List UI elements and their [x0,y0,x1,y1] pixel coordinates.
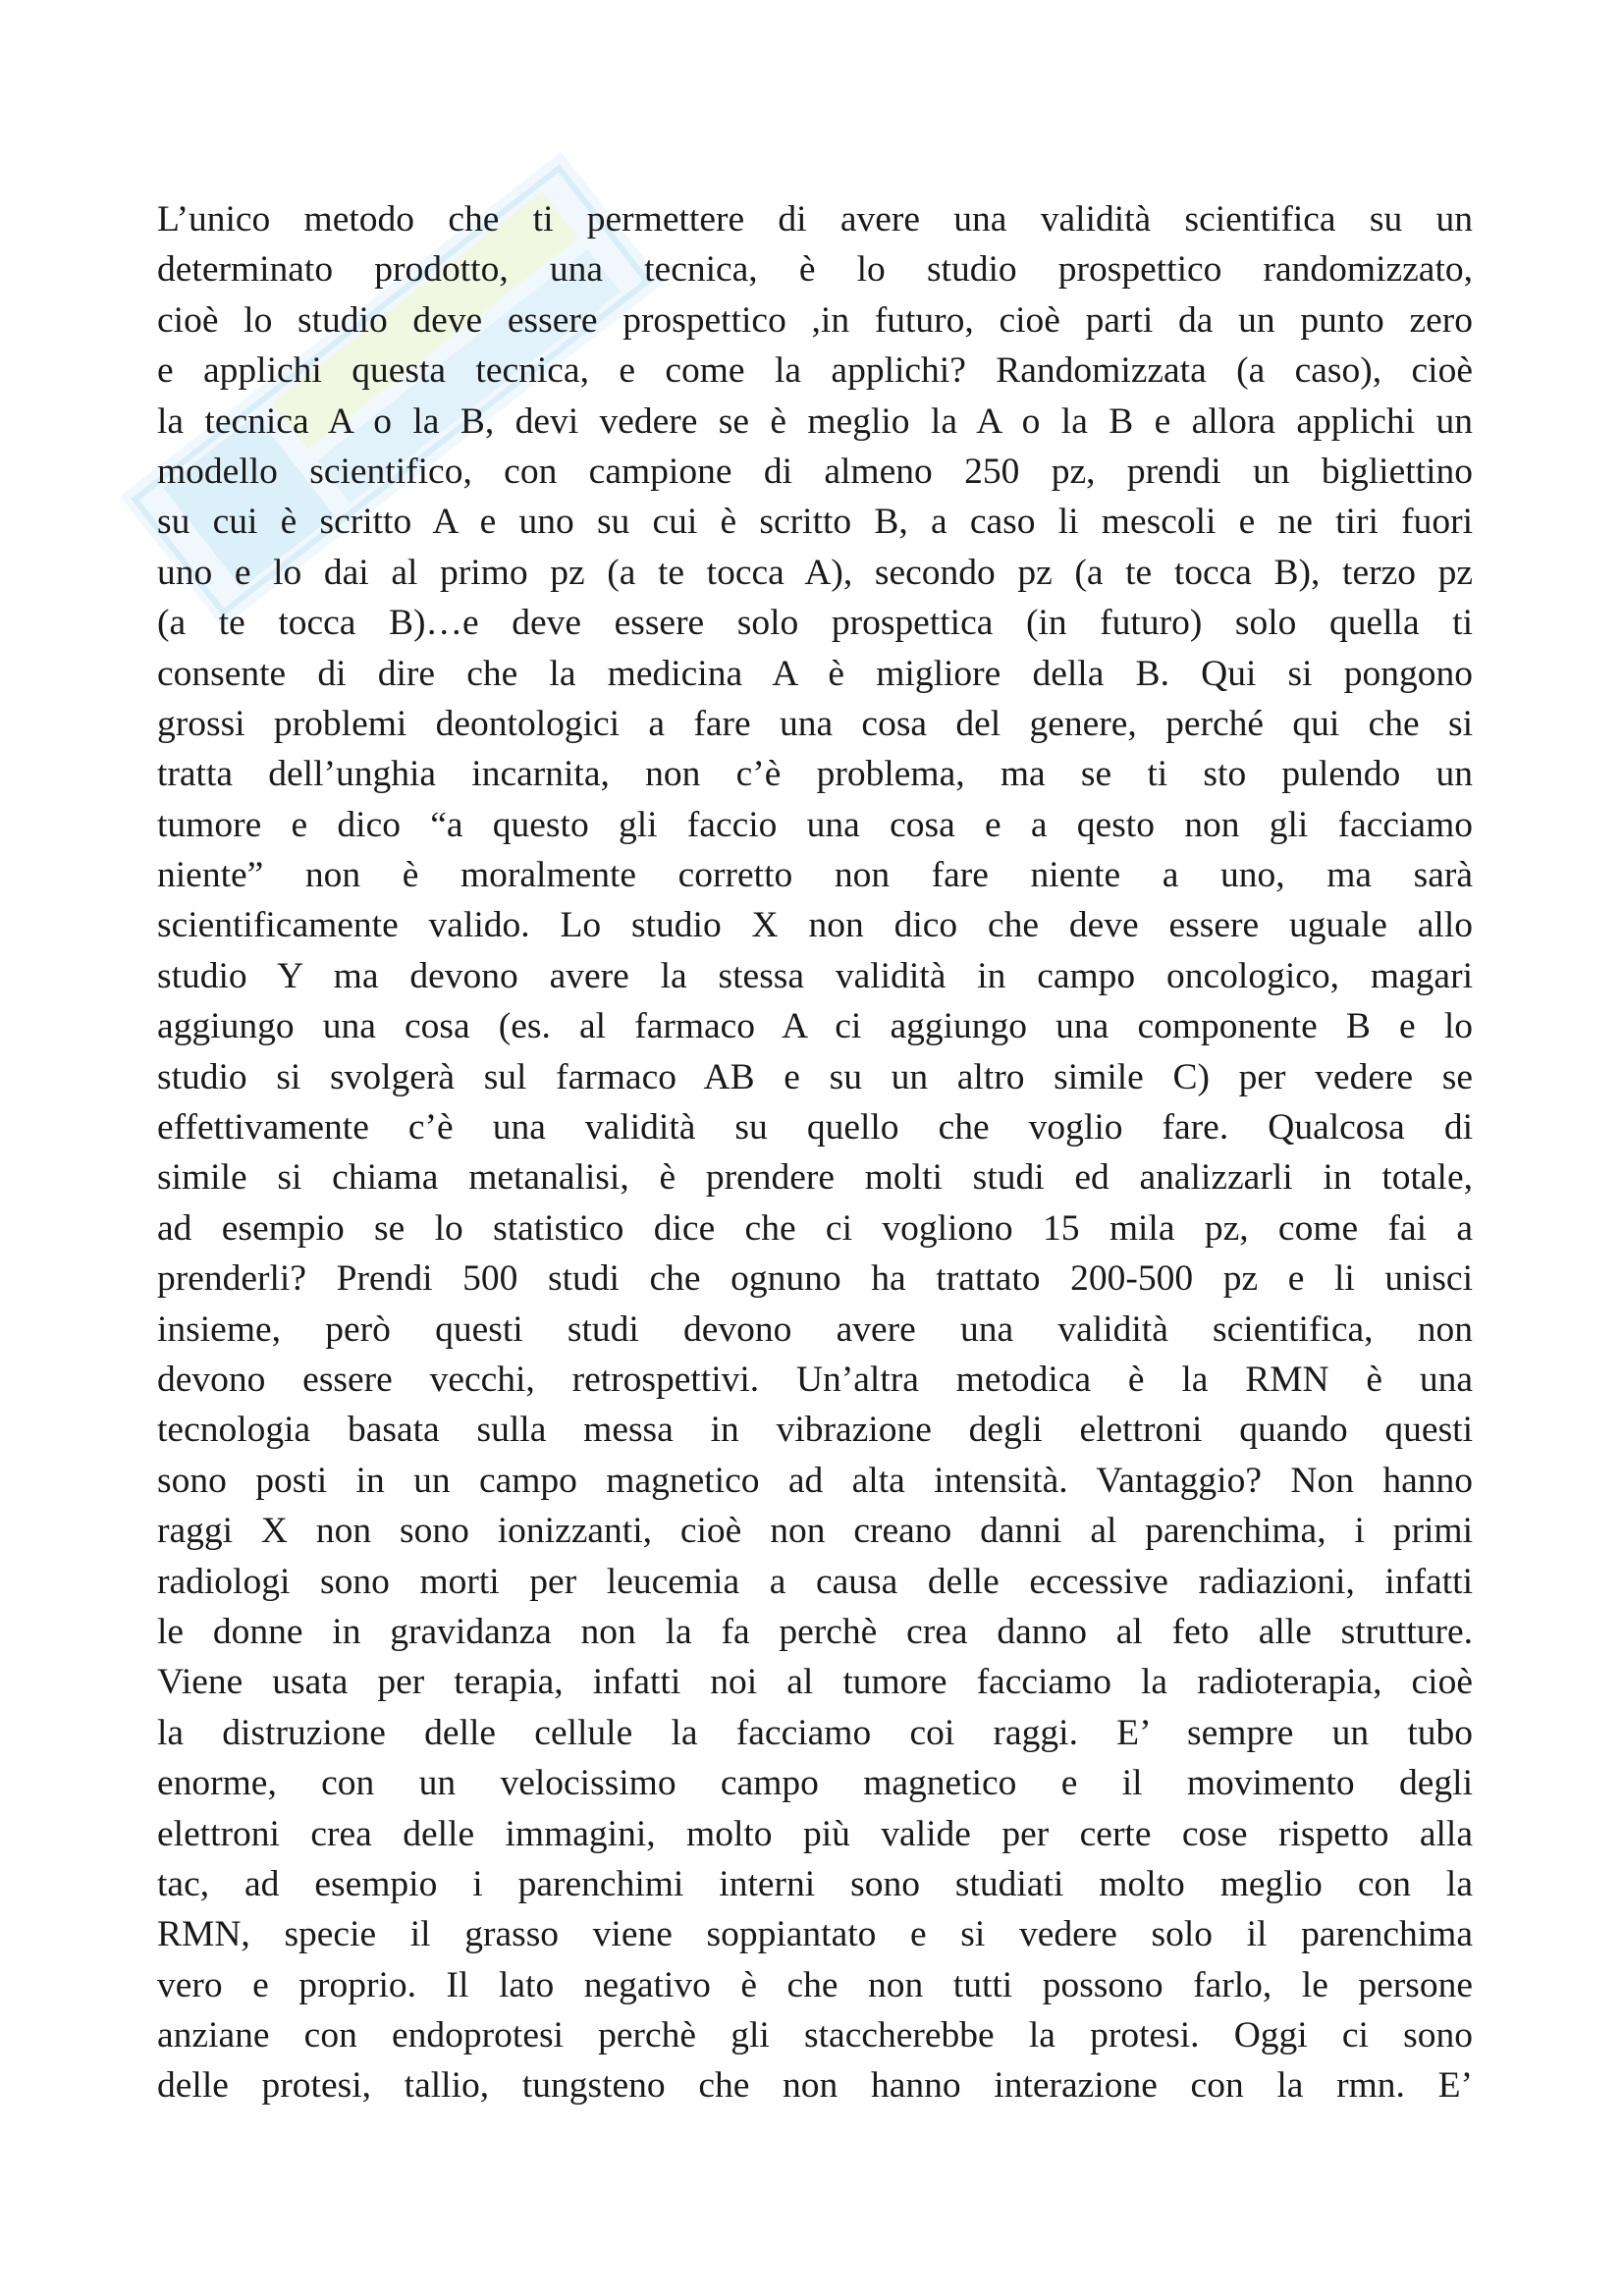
text-line: RMN, specie il grasso viene soppiantato e si vedere solo il parenchima [157,1914,1473,1955]
text-line: ad esempio se lo statistico dice che ci vogliono 15 mila pz, come fai a [157,1207,1473,1249]
text-line: effettivamente c’è una validità su quello che voglio fare. Qualcosa di [157,1107,1473,1148]
text-line: Viene usata per terapia, infatti noi al tumore facciamo la radioterapia, cioè [157,1662,1473,1703]
text-line: e applichi questa tecnica, e come la applichi? Randomizzata (a caso), cioè [157,350,1473,392]
text-line: niente” non è moralmente corretto non fare niente a uno, ma sarà [157,855,1473,896]
text-line: (a te tocca B)…e deve essere solo prospettica (in futuro) solo quella ti [157,603,1473,644]
text-line: tac, ad esempio i parenchimi interni sono studiati molto meglio con la [157,1863,1473,1904]
text-line: enorme, con un velocissimo campo magnetico e il movimento degli [157,1763,1473,1804]
text-line: insieme, però questi studi devono avere una validità scientifica, non [157,1308,1473,1350]
text-line: la distruzione delle cellule la facciamo coi raggi. E’ sempre un tubo [157,1712,1473,1753]
text-line: studio Y ma devono avere la stessa validità in campo oncologico, magari [157,955,1473,996]
text-line: cioè lo studio deve essere prospettico ,in futuro, cioè parti da un punto zero [157,299,1473,341]
text-line: uno e lo dai al primo pz (a te tocca A), secondo pz (a te tocca B), terzo pz [157,552,1473,593]
text-line: radiologi sono morti per leucemia a causa delle eccessive radiazioni, infatti [157,1561,1473,1602]
text-line: sono posti in un campo magnetico ad alta intensità. Vantaggio? Non hanno [157,1460,1473,1501]
text-line: grossi problemi deontologici a fare una cosa del genere, perché qui che si [157,703,1473,744]
text-line: determinato prodotto, una tecnica, è lo studio prospettico randomizzato, [157,249,1473,291]
text-line: simile si chiama metanalisi, è prendere molti studi ed analizzarli in totale, [157,1157,1473,1199]
text-line: tecnologia basata sulla messa in vibrazione degli elettroni quando questi [157,1410,1473,1451]
text-line: tratta dell’unghia incarnita, non c’è problema, ma se ti sto pulendo un [157,754,1473,795]
text-line: modello scientifico, con campione di almeno 250 pz, prendi un bigliettino [157,451,1473,492]
text-line: consente di dire che la medicina A è migliore della B. Qui si pongono [157,653,1473,694]
text-line: elettroni crea delle immagini, molto più valide per certe cose rispetto alla [157,1813,1473,1854]
text-line: aggiungo una cosa (es. al farmaco A ci aggiungo una componente B e lo [157,1006,1473,1047]
text-line: devono essere vecchi, retrospettivi. Un’altra metodica è la RMN è una [157,1359,1473,1400]
text-line: vero e proprio. Il lato negativo è che non tutti possono farlo, le persone [157,1964,1473,2005]
text-line: la tecnica A o la B, devi vedere se è meglio la A o la B e allora applichi un [157,400,1473,442]
text-line: su cui è scritto A e uno su cui è scritto B, a caso li mescoli e ne tiri fuori [157,502,1473,543]
text-line: studio si svolgerà sul farmaco AB e su un altro simile C) per vedere se [157,1056,1473,1097]
text-line: delle protesi, tallio, tungsteno che non hanno interazione con la rmn. E’ [157,2065,1473,2107]
text-line: le donne in gravidanza non la fa perchè crea danno al feto alle strutture. [157,1611,1473,1652]
text-line: anziane con endoprotesi perchè gli staccherebbe la protesi. Oggi ci sono [157,2015,1473,2056]
body-paragraph [157,194,1473,2111]
text-line: tumore e dico “a questo gli faccio una cosa e a qesto non gli facciamo [157,804,1473,845]
text-line: scientificamente valido. Lo studio X non dico che deve essere uguale allo [157,905,1473,946]
text-line: raggi X non sono ionizzanti, cioè non creano danni al parenchima, i primi [157,1511,1473,1552]
text-line: prenderli? Prendi 500 studi che ognuno ha trattato 200-500 pz e li unisci [157,1258,1473,1300]
text-line: L’unico metodo che ti permettere di avere una validità scientifica su un [157,199,1473,240]
